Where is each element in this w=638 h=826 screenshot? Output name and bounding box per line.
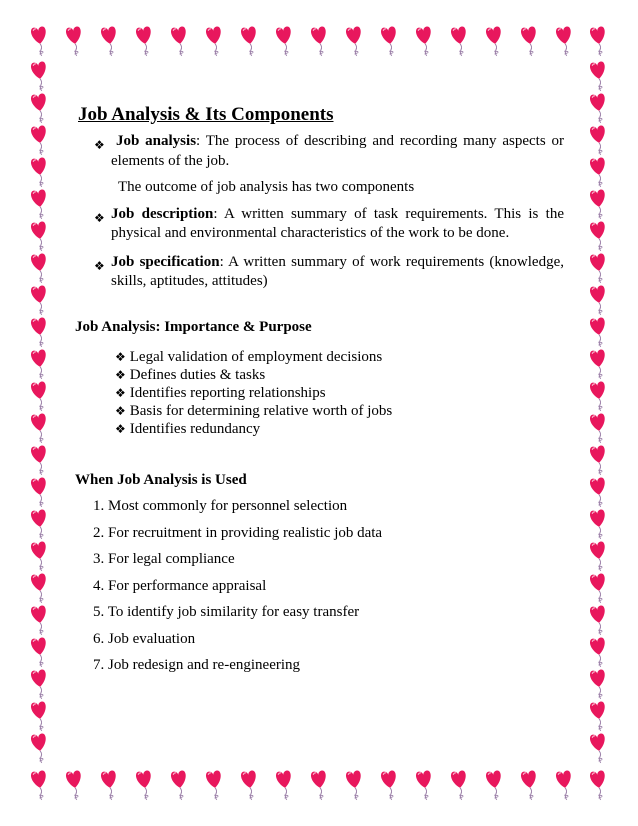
diamond-bullet-icon: ❖	[115, 350, 126, 364]
uses-item: 3. For legal compliance	[93, 551, 235, 567]
job-analysis-line1	[116, 133, 564, 150]
uses-item: 1. Most commonly for personnel selection	[93, 498, 348, 514]
importance-heading: Job Analysis: Importance & Purpose	[75, 319, 312, 335]
job-description-def: : A written summary of task requirements. This is the	[213, 206, 564, 222]
uses-heading: When Job Analysis is Used	[75, 472, 247, 488]
job-analysis-def: : The process of describing and recording many aspects or	[196, 133, 564, 149]
diamond-bullet-icon: ❖	[115, 404, 126, 418]
importance-item: ❖ Identifies reporting relationships	[115, 385, 326, 401]
uses-item: 5. To identify job similarity for easy transfer	[93, 604, 360, 620]
diamond-bullet-icon: ❖	[115, 422, 126, 436]
job-description-line1	[111, 206, 564, 223]
job-analysis-line2: elements of the job.	[111, 153, 230, 169]
diamond-bullet-icon: ❖	[94, 259, 105, 273]
uses-item: 2. For recruitment in providing realistic job data	[93, 525, 383, 541]
importance-item: ❖ Basis for determining relative worth of jobs	[115, 403, 393, 419]
uses-item: 4. For performance appraisal	[93, 578, 267, 594]
diamond-bullet-icon: ❖	[115, 368, 126, 382]
job-specification-term: Job specification	[111, 254, 220, 270]
diamond-bullet-icon: ❖	[115, 386, 126, 400]
importance-item: ❖ Identifies redundancy	[115, 421, 261, 437]
job-specification-line2: skills, aptitudes, attitudes)	[111, 273, 268, 289]
job-description-line2: physical and environmental characteristics of the work to be done.	[111, 225, 510, 241]
diamond-bullet-icon: ❖	[94, 211, 105, 225]
job-specification-line1	[111, 254, 564, 271]
diamond-bullet-icon: ❖	[94, 138, 105, 152]
job-description-term: Job description	[111, 206, 214, 222]
outcome-text: The outcome of job analysis has two components	[118, 179, 415, 195]
importance-item: ❖ Defines duties & tasks	[115, 367, 266, 383]
page-title: Job Analysis & Its Components	[78, 104, 334, 125]
job-analysis-term: Job analysis	[116, 133, 197, 149]
uses-item: 7. Job redesign and re-engineering	[93, 657, 301, 673]
importance-item: ❖ Legal validation of employment decisions	[115, 349, 383, 365]
uses-item: 6. Job evaluation	[93, 631, 196, 647]
job-specification-def: : A written summary of work requirements (knowledge,	[219, 254, 564, 270]
